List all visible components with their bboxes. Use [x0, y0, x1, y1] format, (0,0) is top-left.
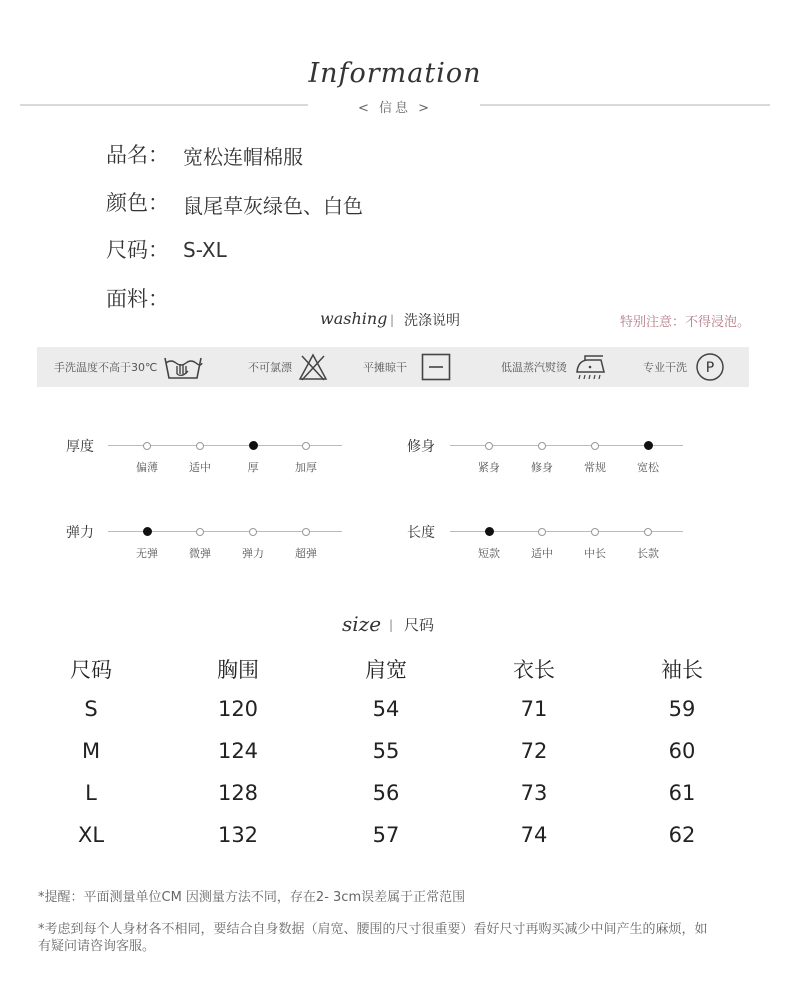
- size-cell: 120: [217, 697, 259, 721]
- scale-dot: [249, 528, 257, 536]
- scale-option-label: 适中: [531, 547, 553, 560]
- fabric-label: 面料：: [106, 287, 169, 311]
- scale-dot-selected: [249, 441, 258, 450]
- scale-option-label: 无弹: [136, 547, 158, 560]
- scale-label: 长度: [407, 525, 435, 541]
- scale-dot: [485, 442, 493, 450]
- washing-title: washing: [320, 309, 388, 328]
- care-hand-wash: [54, 347, 203, 387]
- scale-dot-selected: [485, 527, 494, 536]
- scale-option-label: 修身: [531, 461, 553, 474]
- size-cell: 71: [520, 697, 548, 721]
- scale-option-label: 适中: [189, 461, 211, 474]
- size-header-cell: 衣长: [513, 658, 555, 682]
- scale-option-label: 偏薄: [136, 461, 158, 474]
- scale-dot: [143, 442, 151, 450]
- care-label: 平摊晾干: [363, 361, 407, 374]
- scale-option-label: 弹力: [242, 547, 264, 560]
- washing-title-cn: 洗涤说明: [404, 313, 460, 329]
- size-header-cell: 胸围: [217, 658, 259, 682]
- scale-option-label: 宽松: [637, 461, 659, 474]
- scale-option-label: 常规: [584, 461, 606, 474]
- hand-wash-icon: [163, 352, 203, 382]
- care-instructions-bar: [37, 347, 749, 387]
- scale-option-label: 短款: [478, 547, 500, 560]
- size-cell: 54: [372, 697, 400, 721]
- size-cell: 74: [520, 823, 548, 847]
- scale-dot-selected: [644, 441, 653, 450]
- color-value: 鼠尾草灰绿色、白色: [183, 194, 363, 218]
- scale-dot: [196, 528, 204, 536]
- size-cell: 72: [520, 739, 548, 763]
- scale-dot: [196, 442, 204, 450]
- size-cell: 59: [668, 697, 696, 721]
- care-dry-clean: [643, 347, 725, 387]
- care-label: 低温蒸汽熨烫: [501, 361, 567, 374]
- size-header-cell: 袖长: [661, 658, 703, 682]
- size-header-cell: 肩宽: [365, 658, 407, 682]
- measurement-note: *提醒：平面测量单位CM 因测量方法不同，存在2- 3cm误差属于正常范围: [38, 890, 466, 905]
- size-cell: 132: [217, 823, 259, 847]
- size-range-value: S-XL: [183, 238, 227, 262]
- washing-separator: |: [390, 313, 395, 327]
- scale-option-label: 紧身: [478, 461, 500, 474]
- scale-dot: [591, 528, 599, 536]
- scale-option-label: 厚: [247, 461, 259, 474]
- scale-option-label: 长款: [637, 547, 659, 560]
- size-range-label: 尺码：: [106, 238, 169, 262]
- scale-option-label: 微弹: [189, 547, 211, 560]
- scale-dot: [538, 528, 546, 536]
- care-label: 专业干洗: [643, 361, 687, 374]
- product-name-value: 宽松连帽棉服: [183, 145, 303, 169]
- care-dry-flat: [363, 347, 451, 387]
- scale-label: 厚度: [66, 439, 94, 455]
- size-cell: 55: [372, 739, 400, 763]
- information-title: Information: [308, 58, 482, 89]
- dry-flat-icon: [421, 353, 451, 381]
- size-cell: 73: [520, 781, 548, 805]
- scale-option-label: 超弹: [295, 547, 317, 560]
- size-cell: M: [81, 739, 101, 763]
- dry-clean-p-icon: [695, 352, 725, 382]
- scale-option-label: 中长: [584, 547, 606, 560]
- scale-label: 修身: [407, 439, 435, 455]
- color-label: 颜色：: [106, 191, 169, 215]
- size-cell: 60: [668, 739, 696, 763]
- size-cell: 61: [668, 781, 696, 805]
- size-cell: 57: [372, 823, 400, 847]
- dry-clean-glyph: P: [705, 360, 715, 376]
- size-title-cn: 尺码: [404, 616, 435, 634]
- size-advice-note-continued: 有疑问请咨询客服。: [38, 939, 156, 954]
- care-no-bleach: [248, 347, 328, 387]
- no-bleach-icon: [298, 352, 328, 382]
- size-separator: |: [389, 618, 394, 632]
- size-cell: L: [85, 781, 97, 805]
- size-cell: 124: [217, 739, 259, 763]
- size-cell: S: [84, 697, 98, 721]
- product-name-label: 品名：: [106, 143, 169, 167]
- scale-dot: [591, 442, 599, 450]
- scale-dot: [538, 442, 546, 450]
- scale-dot-selected: [143, 527, 152, 536]
- size-cell: 56: [372, 781, 400, 805]
- size-cell: 62: [668, 823, 696, 847]
- care-steam-iron: [501, 347, 607, 387]
- information-subtitle: < 信息 >: [357, 101, 433, 116]
- scale-dot: [302, 528, 310, 536]
- scale-option-label: 加厚: [295, 461, 317, 474]
- care-label: 手洗温度不高于30℃: [54, 361, 158, 374]
- no-soak-warning: 特别注意：不得浸泡。: [620, 315, 751, 330]
- scale-dot: [644, 528, 652, 536]
- care-label: 不可氯漂: [248, 361, 292, 374]
- size-title: size: [342, 612, 382, 636]
- scale-dot: [302, 442, 310, 450]
- scale-label: 弹力: [66, 525, 94, 541]
- size-advice-note: *考虑到每个人身材各不相同，要结合自身数据（肩宽、腰围的尺寸很重要）看好尺寸再购买减少中间产生的麻烦，如: [38, 922, 708, 937]
- steam-iron-icon: [573, 352, 607, 382]
- size-header-cell: 尺码: [70, 658, 112, 682]
- size-cell: 128: [217, 781, 259, 805]
- size-cell: XL: [77, 823, 105, 847]
